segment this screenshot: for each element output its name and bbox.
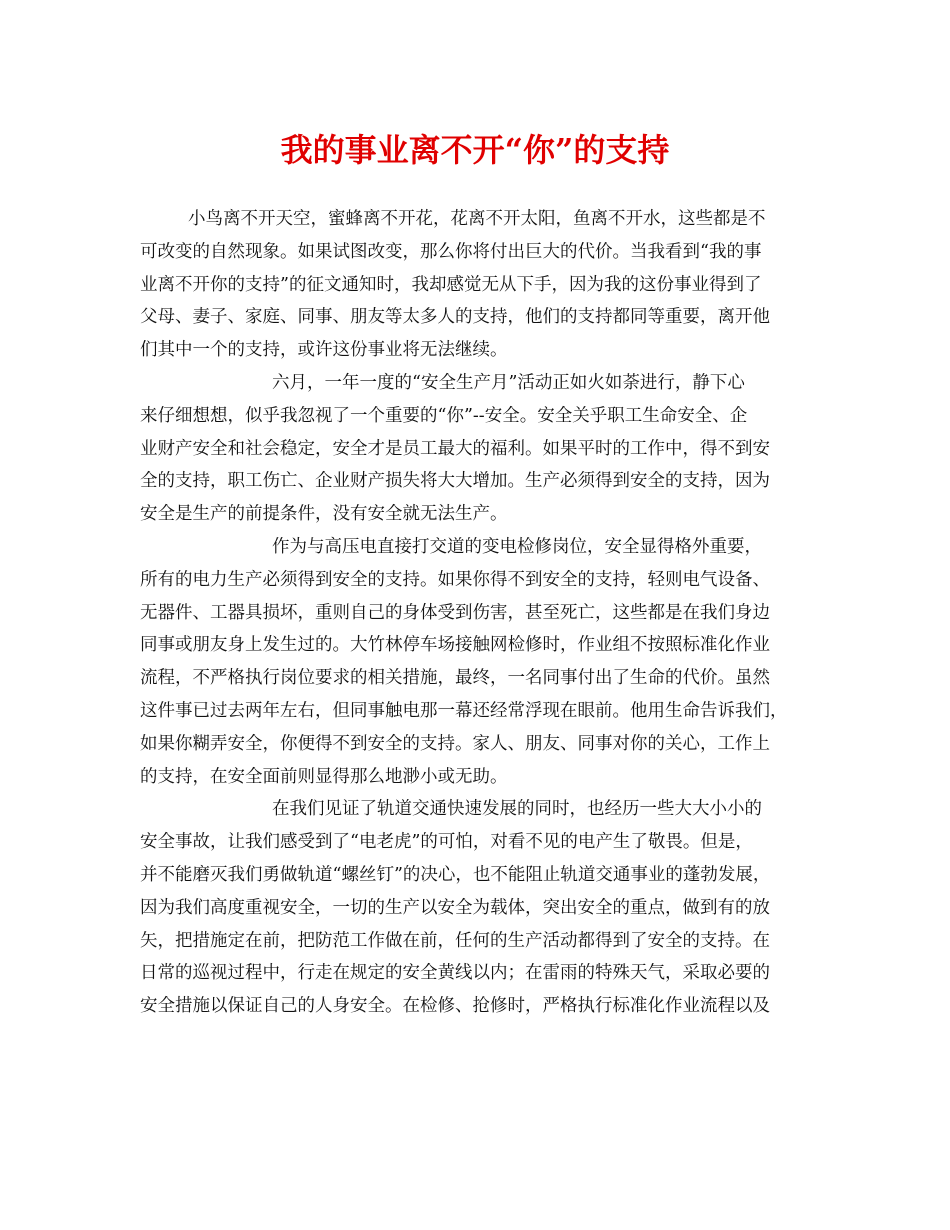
paragraph-line: 无器件、工器具损坏，重则自己的身体受到伤害，甚至死亡，这些都是在我们身边 [140, 602, 770, 623]
paragraph-line: 的支持，在安全面前则显得那么地渺小或无助。 [140, 766, 508, 787]
paragraph-line: 可改变的自然现象。如果试图改变，那么你将付出巨大的代价。当我看到“我的事 [140, 241, 762, 262]
document-title: 我的事业离不开“你”的支持 [280, 131, 670, 169]
paragraph-line: 们其中一个的支持，或许这份事业将无法继续。 [140, 340, 508, 361]
document-body [140, 203, 820, 1023]
paragraph-line: 安全措施以保证自己的人身安全。在检修、抢修时，严格执行标准化作业流程以及 [140, 996, 770, 1017]
paragraph-line: 如果你糊弄安全，你便得不到安全的支持。家人、朋友、同事对你的关心，工作上 [140, 733, 770, 754]
paragraph-line: 这件事已过去两年左右，但同事触电那一幕还经常浮现在眼前。他用生命告诉我们， [140, 700, 788, 721]
paragraph-line: 作为与高压电直接打交道的变电检修岗位，安全显得格外重要， [272, 536, 762, 557]
paragraph-line: 小鸟离不开天空，蜜蜂离不开花，花离不开太阳，鱼离不开水，这些都是不 [188, 209, 766, 229]
paragraph-line: 父母、妻子、家庭、同事、朋友等太多人的支持，他们的支持都同等重要，离开他 [140, 307, 770, 328]
paragraph-line: 全的支持，职工伤亡、企业财产损失将大大增加。生产必须得到安全的支持，因为 [140, 471, 770, 492]
paragraph-line: 因为我们高度重视安全，一切的生产以安全为载体，突出安全的重点，做到有的放 [140, 897, 770, 918]
paragraph [140, 203, 820, 367]
paragraph-line: 在我们见证了轨道交通快速发展的同时，也经历一些大大小小的 [272, 799, 762, 820]
paragraph-line: 安全是生产的前提条件，没有安全就无法生产。 [140, 504, 508, 525]
paragraph-line: 同事或朋友身上发生过的。大竹林停车场接触网检修时，作业组不按照标准化作业 [140, 635, 770, 656]
paragraph-line: 安全事故，让我们感受到了“电老虎”的可怕，对看不见的电产生了敬畏。但是， [140, 832, 753, 853]
paragraph-line: 业财产安全和社会稳定，安全才是员工最大的福利。如果平时的工作中，得不到安 [140, 438, 770, 459]
paragraph-line: 并不能磨灭我们勇做轨道“螺丝钉”的决心，也不能阻止轨道交通事业的蓬勃发展， [140, 864, 771, 885]
paragraph-line: 矢，把措施定在前，把防范工作做在前，任何的生产活动都得到了安全的支持。在 [140, 930, 770, 951]
paragraph-line: 六月，一年一度的“安全生产月”活动正如火如荼进行，静下心 [272, 372, 745, 393]
paragraph-line: 所有的电力生产必须得到安全的支持。如果你得不到安全的支持，轻则电气设备、 [140, 569, 770, 590]
paragraph-line: 流程，不严格执行岗位要求的相关措施，最终，一名同事付出了生命的代价。虽然 [140, 668, 770, 689]
paragraph-line: 来仔细想想，似乎我忽视了一个重要的“你”--安全。安全关乎职工生命安全、企 [140, 405, 748, 426]
paragraph-line: 日常的巡视过程中，行走在规定的安全黄线以内；在雷雨的特殊天气，采取必要的 [140, 963, 770, 984]
paragraph [140, 367, 820, 531]
paragraph [140, 793, 820, 1023]
paragraph [140, 531, 820, 793]
paragraph-line: 业离不开你的支持”的征文通知时，我却感觉无从下手，因为我的这份事业得到了 [140, 274, 762, 295]
